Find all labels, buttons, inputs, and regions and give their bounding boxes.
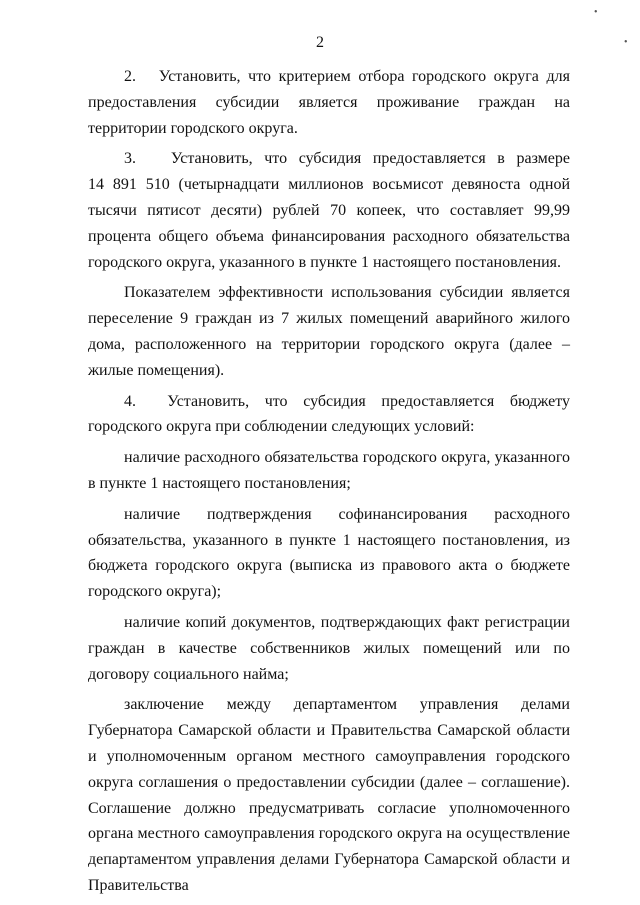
paragraph-item-3-subsidy-amount: 3. Установить, что субсидия предоставляется в размере 14 891 510 (четырнадцати миллионов восьмисот девяноста одной тысячи пятисот десяти) рублей 70 копеек, что составляет 99,99 процента общего объема финансирования расходного обязательства городского округа, указанного в пункте 1 настоящего постановления.: [88, 150, 570, 271]
page-number: 2: [316, 34, 324, 51]
paragraph-condition-documents: наличие копий документов, подтверждающих факт регистрации граждан в качестве собственников жилых помещений или по договору социального найма;: [88, 613, 570, 683]
paragraph-efficiency-indicator: Показателем эффективности использования субсидии является переселение 9 граждан из 7 жилых помещений аварийного жилого дома, расположенного на территории городского округа (далее – жилые помещения).: [88, 284, 570, 379]
scan-artifact-dot: •: [594, 7, 598, 18]
paragraph-condition-cofinancing: наличие подтверждения софинансирования расходного обязательства, указанного в пункте 1 настоящего постановления, из бюджета городского округа (выписка из правового акта о бюджете городского округа);: [88, 505, 570, 601]
paragraph-item-2-criterion: 2. Установить, что критерием отбора городского округа для предоставления субсидии является проживание граждан на территории городского округа.: [88, 68, 570, 137]
paragraph-item-4-conditions: 4. Установить, что субсидия предоставляется бюджету городского округа при соблюдении следующих условий:: [88, 392, 570, 436]
paragraph-condition-obligation: наличие расходного обязательства городского округа, указанного в пункте 1 настоящего постановления;: [88, 449, 570, 492]
scan-artifact-mark: •: [624, 37, 628, 48]
document-body: [88, 64, 570, 904]
paragraph-condition-agreement: заключение между департаментом управления делами Губернатора Самарской области и Правительства Самарской области и уполномоченным органом местного самоуправления городского округа соглашения о предоставлении субсидии (далее – соглашение). Соглашение должно предусматривать согласие уполномоченного органа местного самоуправления городского округа на осуществление департаментом управления делами Губернатора Самарской области и Правительства: [88, 696, 570, 894]
